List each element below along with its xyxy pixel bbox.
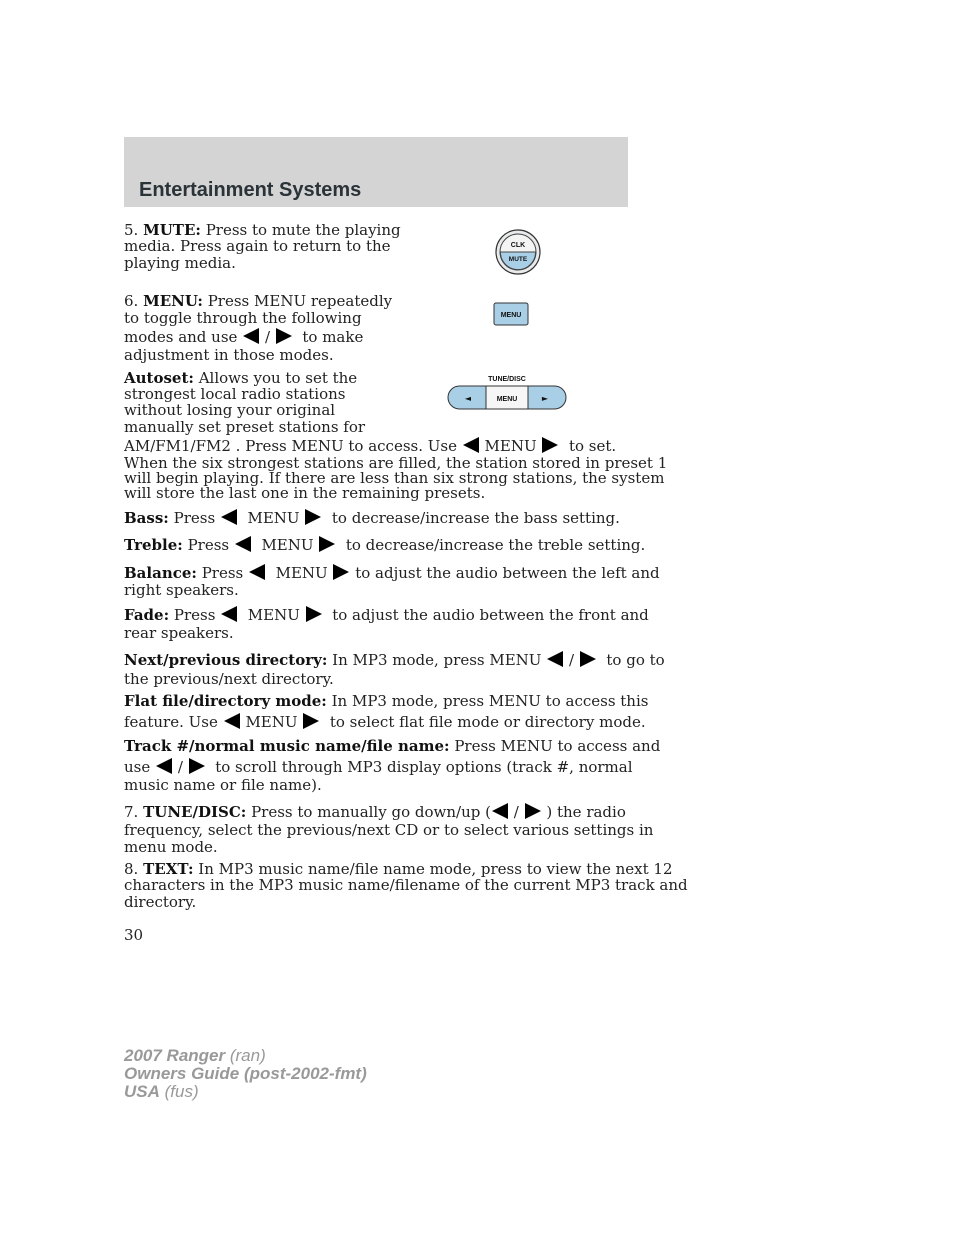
autoset-line-6: When the six strongest stations are filled, the station stored in preset 1 [124, 454, 668, 472]
tune-disc-control-figure [446, 372, 568, 412]
left-arrow-icon [249, 564, 265, 580]
tune-line-2: frequency, select the previous/next CD or to select various settings in [124, 821, 654, 839]
footer-line-3: USA (fus) [124, 1082, 199, 1101]
track-line-1: Track #/normal music name/file name: Press MENU to access and [124, 737, 661, 755]
autoset-line-8: will store the last one in the remaining presets. [124, 484, 486, 502]
menu-line-4: adjustment in those modes. [124, 346, 334, 364]
right-arrow-icon [319, 536, 335, 552]
treble-line: Treble: Press MENU to decrease/increase the treble setting. [124, 536, 646, 554]
right-arrow-icon [580, 651, 596, 667]
menu-button-label: MENU [500, 312, 522, 319]
tune-menu-label: MENU [496, 396, 518, 403]
left-arrow-icon [224, 713, 240, 729]
mute-line-2: media. Press again to return to the [124, 237, 391, 255]
left-arrow-icon [492, 803, 508, 819]
menu-button-figure [493, 302, 529, 326]
clk-label: CLK [510, 242, 526, 249]
footer-line-1: 2007 Ranger (ran) [124, 1046, 266, 1065]
next-dir-line-2: the previous/next directory. [124, 670, 334, 688]
menu-line-3: modes and use / to make [124, 328, 364, 346]
mute-line-1: 5. MUTE: Press to mute the playing [124, 221, 401, 239]
tune-line-1: 7. TUNE/DISC: Press to manually go down/up ( / ) the radio [124, 803, 626, 821]
right-arrow-icon [305, 509, 321, 525]
mute-label: MUTE [508, 256, 528, 263]
right-arrow-icon [333, 564, 349, 580]
balance-line-1: Balance: Press MENU to adjust the audio between the left and [124, 564, 660, 582]
fade-line-2: rear speakers. [124, 624, 234, 642]
tune-right-arrow: ► [541, 394, 549, 403]
document-footer [124, 1047, 367, 1101]
left-arrow-icon [156, 758, 172, 774]
balance-line-2: right speakers. [124, 581, 239, 599]
flat-mode-line-2: feature. Use MENU to select flat file mode or directory mode. [124, 713, 646, 731]
clk-mute-button-figure [494, 228, 542, 276]
fade-line-1: Fade: Press MENU to adjust the audio between the front and [124, 606, 649, 624]
tune-disc-label: TUNE/DISC [488, 376, 526, 383]
autoset-line-1: Autoset: Allows you to set the [124, 369, 358, 387]
autoset-line-3: without losing your original [124, 401, 336, 419]
section-header [124, 137, 628, 207]
autoset-line-5: AM/FM1/FM2 . Press MENU to access. Use MENU to set. [124, 437, 617, 455]
tune-line-3: menu mode. [124, 838, 218, 856]
autoset-line-4: manually set preset stations for [124, 418, 366, 436]
tune-left-arrow: ◄ [464, 394, 472, 403]
right-arrow-icon [525, 803, 541, 819]
right-arrow-icon [306, 606, 322, 622]
right-arrow-icon [542, 437, 558, 453]
autoset-line-7: will begin playing. If there are less than six strong stations, the system [124, 469, 665, 487]
footer-line-2: Owners Guide (post-2002-fmt) [124, 1064, 367, 1083]
track-line-2: use / to scroll through MP3 display options (track #, normal [124, 758, 633, 776]
right-arrow-icon [276, 328, 292, 344]
track-line-3: music name or file name). [124, 776, 322, 794]
text-line-3: directory. [124, 893, 197, 911]
section-title: Entertainment Systems [139, 179, 362, 201]
menu-line-1: 6. MENU: Press MENU repeatedly [124, 292, 393, 310]
left-arrow-icon [463, 437, 479, 453]
autoset-line-2: strongest local radio stations [124, 385, 346, 403]
left-arrow-icon [243, 328, 259, 344]
left-arrow-icon [235, 536, 251, 552]
menu-line-2: to toggle through the following [124, 309, 362, 327]
right-arrow-icon [189, 758, 205, 774]
left-arrow-icon [547, 651, 563, 667]
mute-line-3: playing media. [124, 254, 236, 272]
text-line-2: characters in the MP3 music name/filename of the current MP3 track and [124, 876, 688, 894]
right-arrow-icon [303, 713, 319, 729]
left-arrow-icon [221, 606, 237, 622]
next-dir-line-1: Next/previous directory: In MP3 mode, press MENU / to go to [124, 651, 665, 669]
flat-mode-line-1: Flat file/directory mode: In MP3 mode, press MENU to access this [124, 692, 649, 710]
bass-line: Bass: Press MENU to decrease/increase the bass setting. [124, 509, 620, 527]
page-number: 30 [124, 926, 144, 944]
left-arrow-icon [221, 509, 237, 525]
text-line-1: 8. TEXT: In MP3 music name/file name mode, press to view the next 12 [124, 860, 673, 878]
